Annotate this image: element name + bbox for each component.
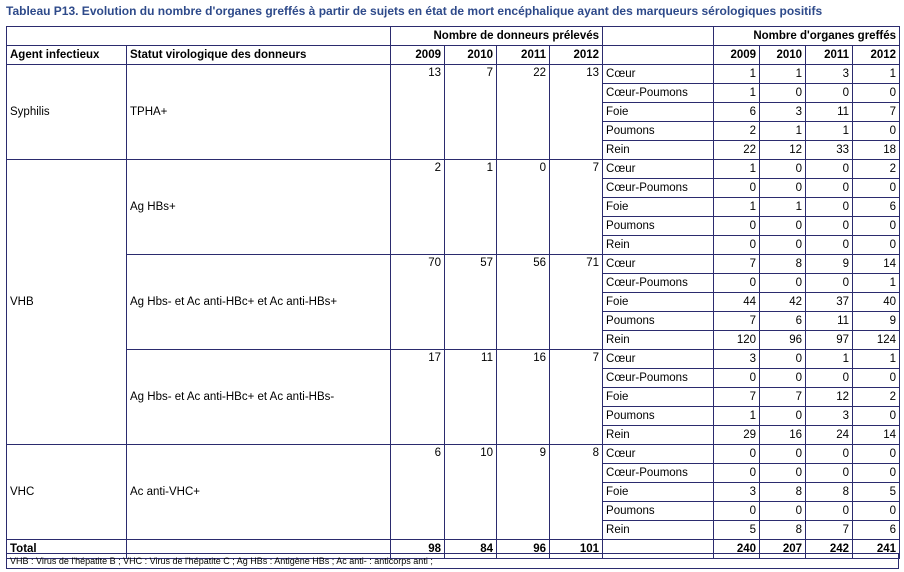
organ-name-cell: Cœur-Poumons [603,179,714,198]
table-row [7,255,900,274]
organ-value-cell: 8 [760,255,806,274]
table-title: Tableau P13. Evolution du nombre d'organes greffés à partir de sujets en état de mort encéphalique ayant des marqueurs sérologiques positifs [6,4,823,18]
donneurs-cell: 7 [445,65,497,160]
agent-cell: VHB [7,160,127,445]
header-donneurs-group: Nombre de donneurs prélevés [391,27,603,46]
organ-value-cell: 1 [714,65,760,84]
organ-value-cell: 0 [853,179,900,198]
organ-value-cell: 29 [714,426,760,445]
organ-value-cell: 1 [760,198,806,217]
organ-value-cell: 2 [714,122,760,141]
donneurs-cell: 13 [391,65,445,160]
organ-value-cell: 0 [760,179,806,198]
organ-value-cell: 0 [853,445,900,464]
organ-value-cell: 7 [714,388,760,407]
header-organes-group: Nombre d'organes greffés [714,27,900,46]
total-donneurs-cell: 98 [391,540,445,559]
total-organes-cell: 207 [760,540,806,559]
organ-value-cell: 1 [806,350,853,369]
organ-name-cell: Foie [603,483,714,502]
donneurs-cell: 2 [391,160,445,255]
header-year-organes: 2012 [853,46,900,65]
organ-name-cell: Rein [603,236,714,255]
organ-name-cell: Cœur [603,65,714,84]
organ-value-cell: 8 [760,521,806,540]
organ-value-cell: 0 [853,236,900,255]
donneurs-cell: 71 [550,255,603,350]
organ-value-cell: 1 [714,84,760,103]
total-organes-cell: 241 [853,540,900,559]
donneurs-cell: 57 [445,255,497,350]
organ-value-cell: 3 [806,65,853,84]
organ-value-cell: 0 [806,179,853,198]
total-organes-cell: 242 [806,540,853,559]
header-agent: Agent infectieux [7,46,127,65]
organ-name-cell: Poumons [603,122,714,141]
organ-value-cell: 0 [714,369,760,388]
organ-value-cell: 0 [806,502,853,521]
header-blank-organ [603,46,714,65]
donneurs-cell: 6 [391,445,445,540]
organ-value-cell: 0 [760,407,806,426]
organ-value-cell: 0 [714,464,760,483]
organ-value-cell: 0 [714,274,760,293]
organ-name-cell: Poumons [603,312,714,331]
statut-cell: Ac anti-VHC+ [127,445,391,540]
table-row [7,65,900,84]
organ-value-cell: 0 [760,160,806,179]
organ-value-cell: 124 [853,331,900,350]
organ-name-cell: Foie [603,103,714,122]
header-statut: Statut virologique des donneurs [127,46,391,65]
total-label: Total [7,540,127,559]
organ-value-cell: 1 [714,407,760,426]
table-row [7,445,900,464]
header-year-donneurs: 2012 [550,46,603,65]
organ-value-cell: 0 [760,236,806,255]
organ-value-cell: 0 [806,217,853,236]
total-donneurs-cell: 84 [445,540,497,559]
organ-value-cell: 0 [806,236,853,255]
organ-name-cell: Foie [603,388,714,407]
total-organes-cell: 240 [714,540,760,559]
organ-value-cell: 0 [806,84,853,103]
donneurs-cell: 13 [550,65,603,160]
organ-value-cell: 0 [760,369,806,388]
organ-name-cell: Foie [603,198,714,217]
organ-name-cell: Poumons [603,407,714,426]
organ-value-cell: 0 [760,350,806,369]
organ-value-cell: 0 [806,464,853,483]
organ-value-cell: 8 [806,483,853,502]
organ-value-cell: 33 [806,141,853,160]
header-blank-organ [603,27,714,46]
organ-value-cell: 6 [853,521,900,540]
organ-name-cell: Foie [603,293,714,312]
header-year-organes: 2009 [714,46,760,65]
organ-value-cell: 96 [760,331,806,350]
organ-name-cell: Rein [603,331,714,350]
table-row [7,350,900,369]
header-blank [7,27,391,46]
organ-value-cell: 42 [760,293,806,312]
organ-value-cell: 0 [806,198,853,217]
organ-value-cell: 9 [853,312,900,331]
organ-value-cell: 0 [714,217,760,236]
organ-value-cell: 0 [760,217,806,236]
organ-value-cell: 9 [806,255,853,274]
organ-value-cell: 37 [806,293,853,312]
organ-name-cell: Cœur-Poumons [603,369,714,388]
donneurs-cell: 56 [497,255,550,350]
organ-value-cell: 0 [714,445,760,464]
organ-value-cell: 0 [714,502,760,521]
donneurs-cell: 10 [445,445,497,540]
donneurs-cell: 17 [391,350,445,445]
organ-value-cell: 2 [853,388,900,407]
organ-value-cell: 14 [853,426,900,445]
organ-name-cell: Rein [603,141,714,160]
organ-value-cell: 44 [714,293,760,312]
organ-value-cell: 1 [853,350,900,369]
organ-value-cell: 3 [714,483,760,502]
organ-value-cell: 7 [760,388,806,407]
organ-value-cell: 0 [806,274,853,293]
data-table [6,26,900,559]
organ-value-cell: 0 [760,84,806,103]
organ-value-cell: 3 [806,407,853,426]
header-year-donneurs: 2011 [497,46,550,65]
organ-value-cell: 0 [853,84,900,103]
statut-cell: Ag Hbs- et Ac anti-HBc+ et Ac anti-HBs+ [127,255,391,350]
organ-value-cell: 0 [760,445,806,464]
donneurs-cell: 9 [497,445,550,540]
organ-name-cell: Poumons [603,217,714,236]
total-donneurs-cell: 101 [550,540,603,559]
organ-value-cell: 12 [806,388,853,407]
organ-value-cell: 1 [714,160,760,179]
footnote: VHB : Virus de l'hépatite B ; VHC : Virus de l'hépatite C ; Ag HBs : Antigène HBs ; Ac anti- : anticorps anti ; [6,553,899,569]
donneurs-cell: 11 [445,350,497,445]
donneurs-cell: 16 [497,350,550,445]
organ-value-cell: 6 [760,312,806,331]
organ-value-cell: 18 [853,141,900,160]
organ-name-cell: Rein [603,521,714,540]
agent-cell: Syphilis [7,65,127,160]
organ-value-cell: 7 [714,312,760,331]
organ-value-cell: 120 [714,331,760,350]
organ-value-cell: 7 [714,255,760,274]
donneurs-cell: 22 [497,65,550,160]
header-year-organes: 2011 [806,46,853,65]
organ-value-cell: 0 [714,236,760,255]
organ-name-cell: Poumons [603,502,714,521]
organ-value-cell: 0 [714,179,760,198]
organ-value-cell: 0 [760,502,806,521]
statut-cell: Ag HBs+ [127,160,391,255]
organ-value-cell: 5 [714,521,760,540]
header-year-donneurs: 2010 [445,46,497,65]
organ-value-cell: 3 [714,350,760,369]
organ-value-cell: 6 [853,198,900,217]
table-body [7,27,900,559]
organ-value-cell: 0 [853,464,900,483]
organ-value-cell: 0 [760,464,806,483]
organ-value-cell: 1 [853,65,900,84]
total-donneurs-cell: 96 [497,540,550,559]
header-row-2 [7,46,900,65]
organ-value-cell: 1 [853,274,900,293]
header-year-organes: 2010 [760,46,806,65]
donneurs-cell: 7 [550,160,603,255]
table-row [7,160,900,179]
organ-value-cell: 1 [760,65,806,84]
organ-value-cell: 7 [806,521,853,540]
header-row-1 [7,27,900,46]
organ-value-cell: 16 [760,426,806,445]
organ-value-cell: 8 [760,483,806,502]
organ-value-cell: 0 [806,369,853,388]
organ-value-cell: 1 [806,122,853,141]
organ-value-cell: 0 [853,502,900,521]
organ-value-cell: 1 [714,198,760,217]
donneurs-cell: 1 [445,160,497,255]
statut-cell: TPHA+ [127,65,391,160]
organ-value-cell: 22 [714,141,760,160]
donneurs-cell: 70 [391,255,445,350]
organ-value-cell: 0 [760,274,806,293]
organ-value-cell: 7 [853,103,900,122]
organ-value-cell: 0 [853,369,900,388]
organ-value-cell: 14 [853,255,900,274]
organ-value-cell: 0 [853,122,900,141]
organ-value-cell: 6 [714,103,760,122]
statut-cell: Ag Hbs- et Ac anti-HBc+ et Ac anti-HBs- [127,350,391,445]
organ-value-cell: 97 [806,331,853,350]
organ-value-cell: 3 [760,103,806,122]
organ-value-cell: 5 [853,483,900,502]
organ-name-cell: Cœur-Poumons [603,84,714,103]
organ-value-cell: 2 [853,160,900,179]
organ-value-cell: 12 [760,141,806,160]
organ-value-cell: 40 [853,293,900,312]
organ-value-cell: 11 [806,103,853,122]
donneurs-cell: 0 [497,160,550,255]
donneurs-cell: 7 [550,350,603,445]
organ-value-cell: 24 [806,426,853,445]
organ-name-cell: Cœur [603,160,714,179]
organ-value-cell: 0 [853,407,900,426]
organ-name-cell: Cœur-Poumons [603,274,714,293]
organ-name-cell: Cœur [603,445,714,464]
organ-name-cell: Rein [603,426,714,445]
organ-value-cell: 1 [760,122,806,141]
organ-name-cell: Cœur [603,350,714,369]
organ-name-cell: Cœur-Poumons [603,464,714,483]
agent-cell: VHC [7,445,127,540]
organ-value-cell: 11 [806,312,853,331]
organ-value-cell: 0 [853,217,900,236]
organ-value-cell: 0 [806,160,853,179]
organ-name-cell: Cœur [603,255,714,274]
organ-value-cell: 0 [806,445,853,464]
header-year-donneurs: 2009 [391,46,445,65]
donneurs-cell: 8 [550,445,603,540]
